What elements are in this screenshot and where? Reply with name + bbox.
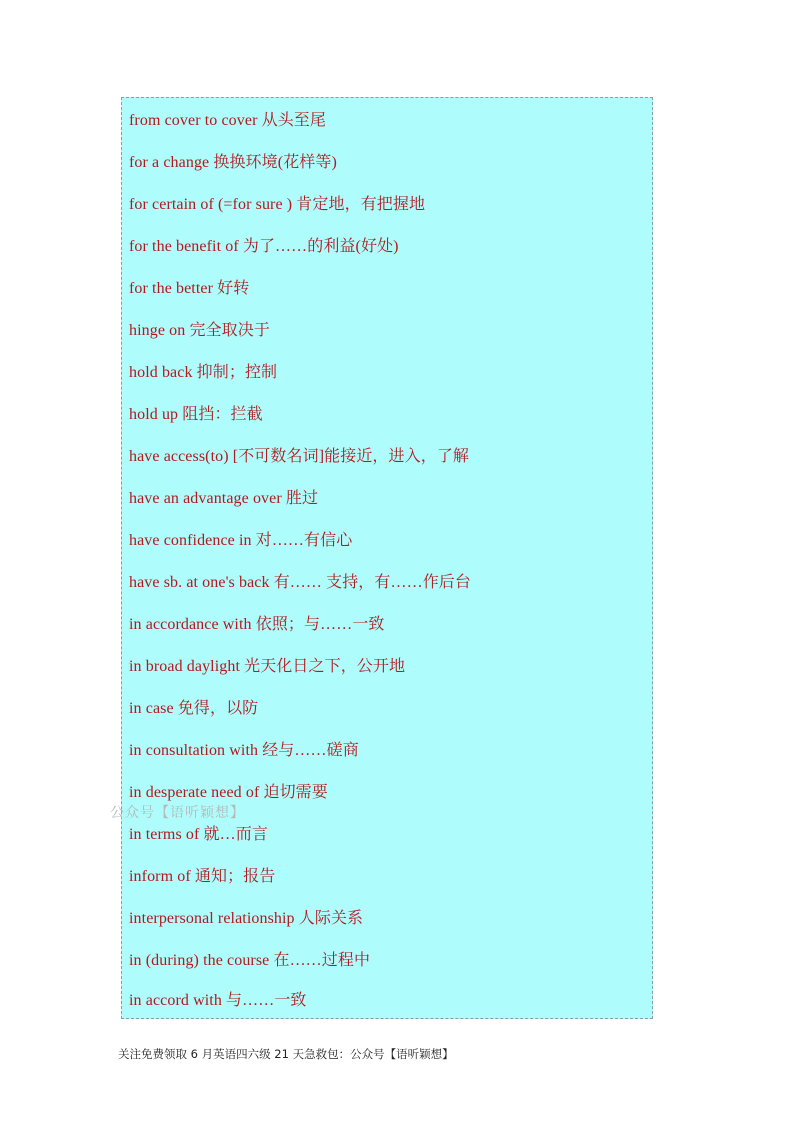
phrase-entry: in case 免得，以防 <box>129 700 259 717</box>
phrase-entry: have confidence in 对……有信心 <box>129 532 353 549</box>
phrase-entry: for the better 好转 <box>129 280 250 297</box>
phrase-entry: hinge on 完全取决于 <box>129 322 270 339</box>
phrase-entry: hold back 抑制；控制 <box>129 364 278 381</box>
phrase-entry: in desperate need of 迫切需要 <box>129 784 328 801</box>
phrase-list-box <box>121 97 653 1019</box>
phrase-entry: in terms of 就…而言 <box>129 826 268 843</box>
phrase-entry: in (during) the course 在……过程中 <box>129 952 371 969</box>
phrase-entry: in broad daylight 光天化日之下，公开地 <box>129 658 406 675</box>
phrase-entry: for the benefit of 为了……的利益(好处) <box>129 238 399 255</box>
phrase-entry: from cover to cover 从头至尾 <box>129 112 327 129</box>
phrase-entry: for certain of (=for sure ) 肯定地，有把握地 <box>129 196 426 213</box>
watermark: 公众号【语听颖想】 <box>110 805 245 821</box>
phrase-entry: in consultation with 经与……磋商 <box>129 742 359 759</box>
footer-note: 关注免费领取 6 月英语四六级 21 天急救包：公众号【语听颖想】 <box>118 1047 454 1061</box>
phrase-entry: in accordance with 依照；与……一致 <box>129 616 385 633</box>
phrase-entry: for a change 换换环境(花样等) <box>129 154 337 171</box>
phrase-entry: have access(to) [不可数名词]能接近，进入，了解 <box>129 448 470 465</box>
phrase-entry: have an advantage over 胜过 <box>129 490 319 507</box>
phrase-entry: have sb. at one's back 有…… 支持，有……作后台 <box>129 574 471 591</box>
phrase-entry: hold up 阻挡：拦截 <box>129 406 263 423</box>
phrase-entry: interpersonal relationship 人际关系 <box>129 910 364 927</box>
phrase-entry: inform of 通知；报告 <box>129 868 276 885</box>
phrase-entry: in accord with 与……一致 <box>129 992 307 1009</box>
